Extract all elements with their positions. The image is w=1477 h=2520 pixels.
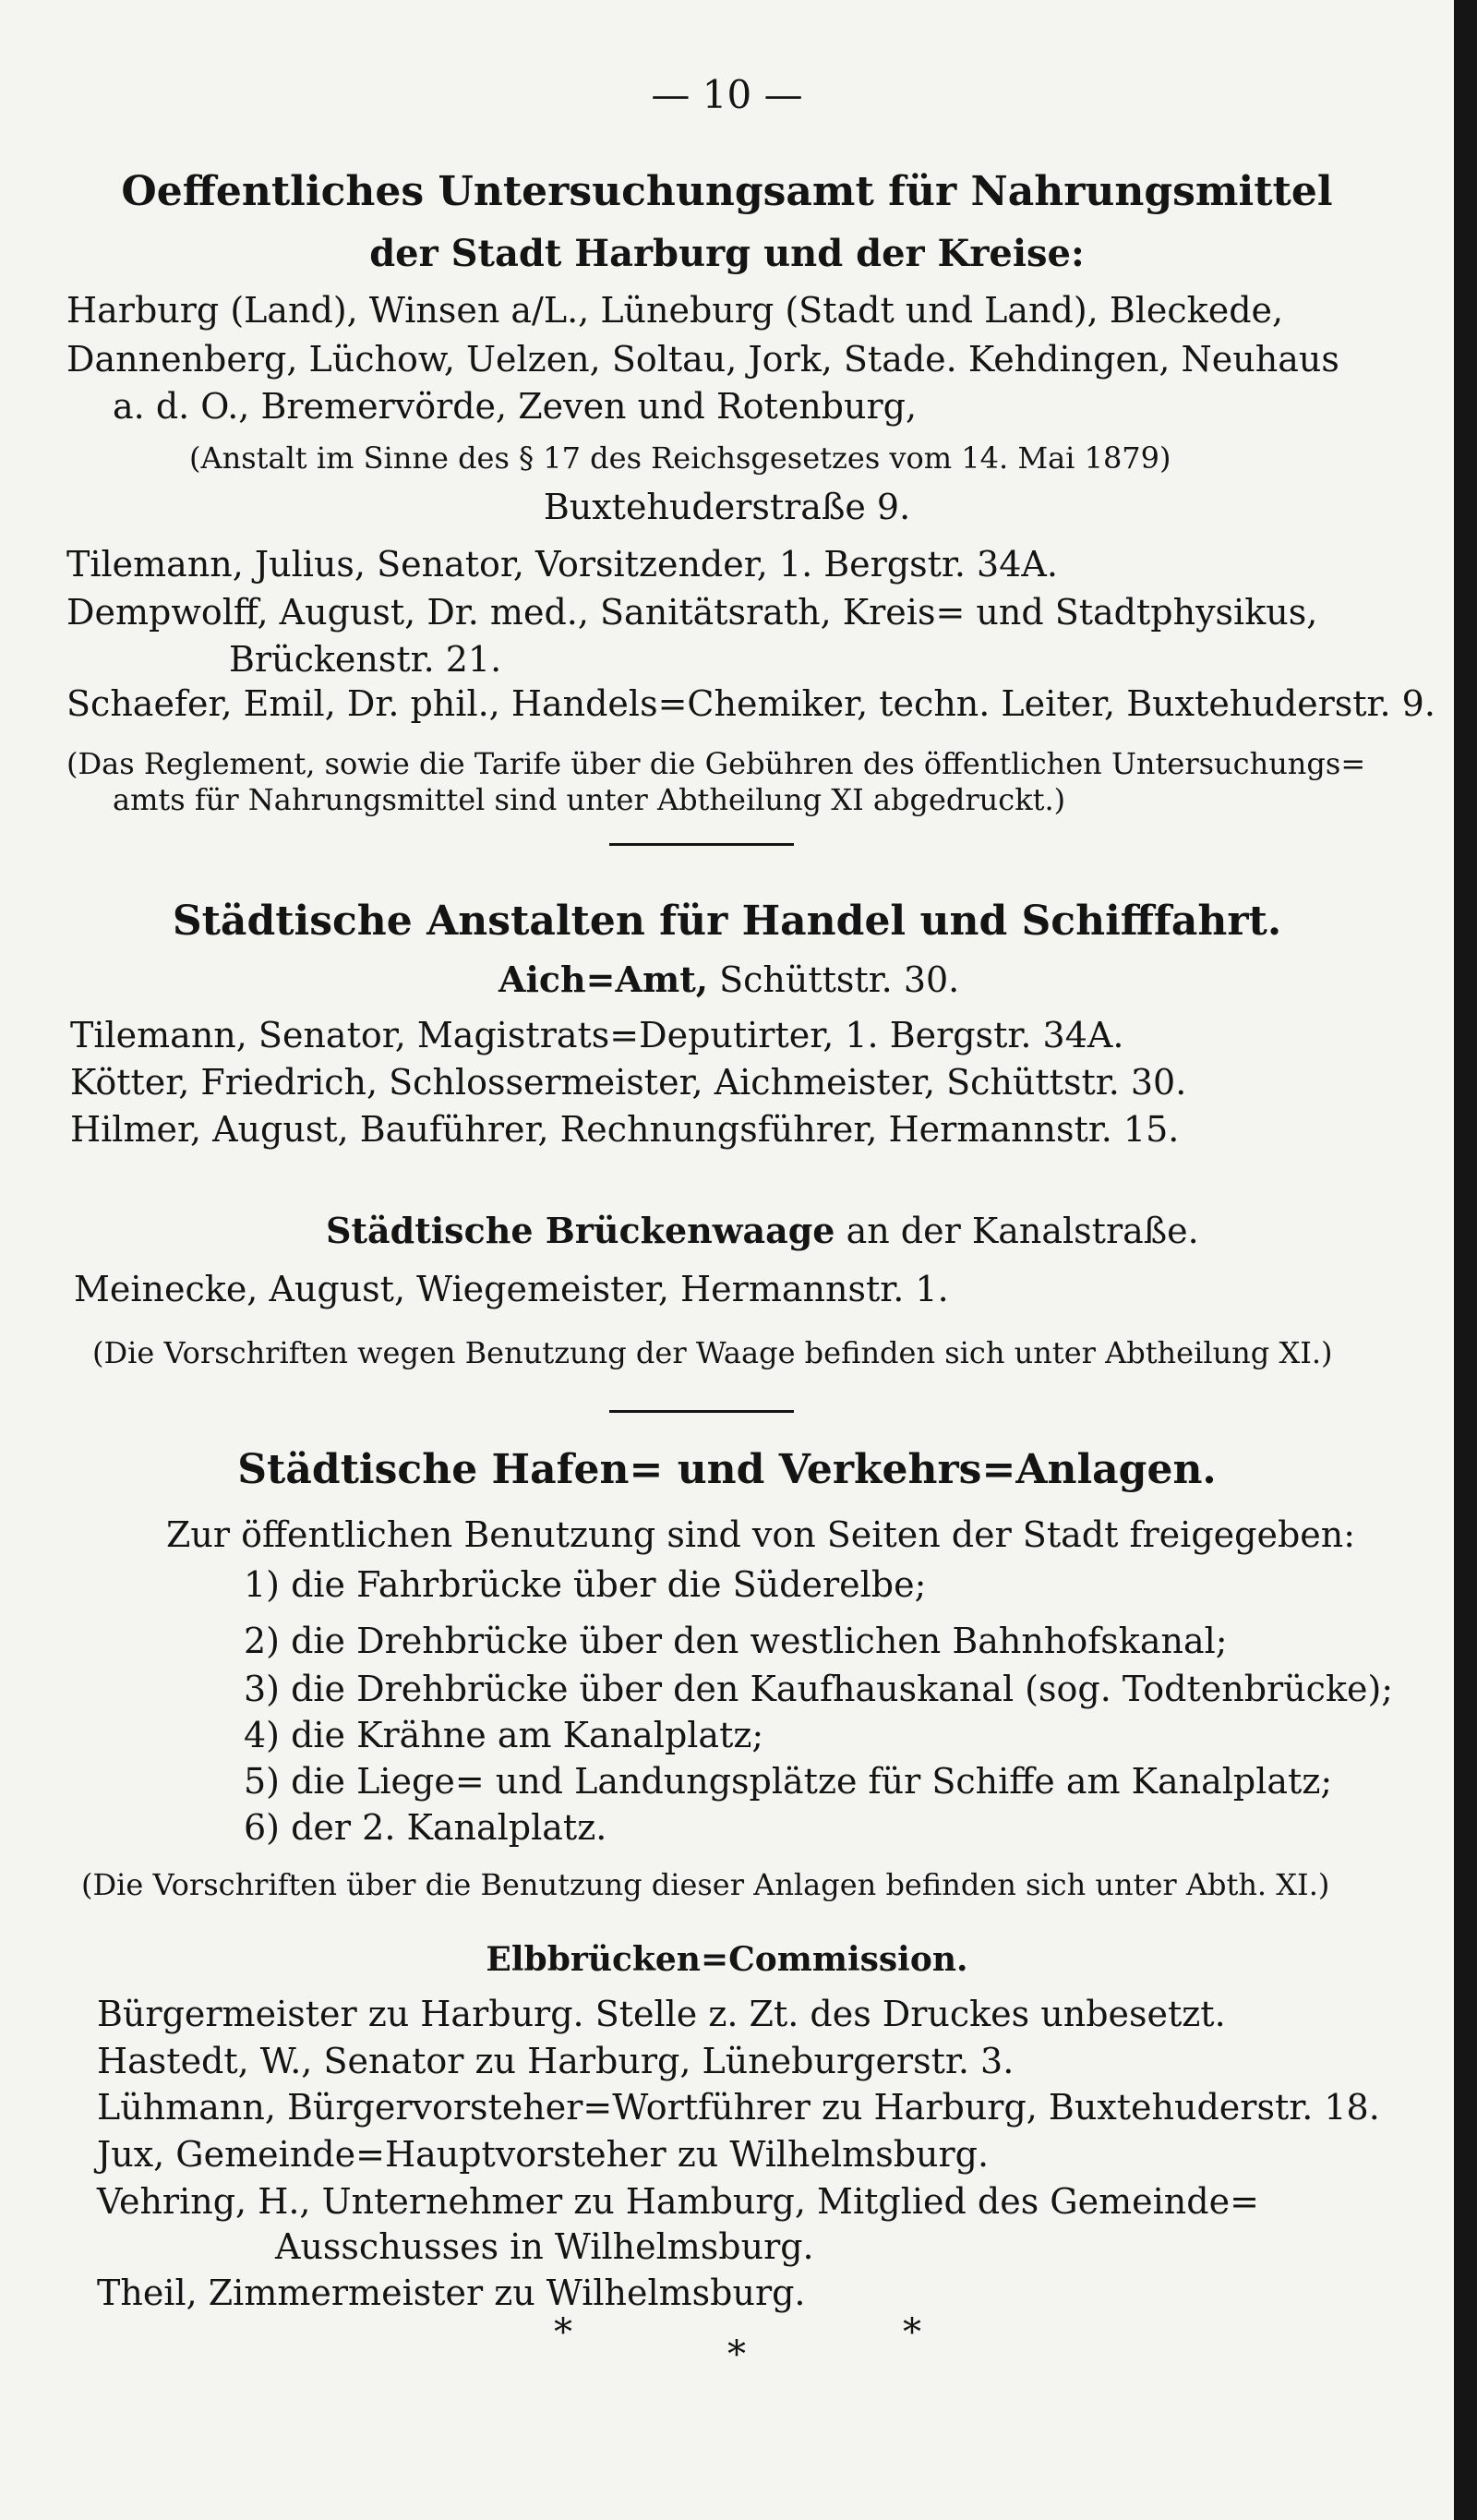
page-number: — 10 — <box>651 72 803 117</box>
list-item: Tilemann, Julius, Senator, Vorsitzender, 1. Bergstr. 34A. <box>66 544 1058 585</box>
section-subtitle: der Stadt Harburg und der Kreise: <box>369 232 1085 275</box>
list-item: Schaefer, Emil, Dr. phil., Handels=Chemiker, techn. Leiter, Buxtehuderstr. 9. <box>66 683 1435 724</box>
list-item: 2) die Drehbrücke über den westlichen Bahnhofskanal; <box>244 1621 1228 1661</box>
list-item: Dempwolff, August, Dr. med., Sanitätsrath, Kreis= und Stadtphysikus, <box>66 592 1318 633</box>
ornament-star: * <box>554 2311 572 2354</box>
divider <box>609 843 794 846</box>
list-item: Hastedt, W., Senator zu Harburg, Lüneburgerstr. 3. <box>97 2041 1015 2081</box>
note-line: amts für Nahrungsmittel sind unter Abtheilung XI abgedruckt.) <box>113 782 1066 817</box>
note-line: (Die Vorschriften über die Benutzung dieser Anlagen befinden sich unter Abth. XI.) <box>81 1867 1330 1902</box>
ornament-star: * <box>903 2311 921 2354</box>
intro-line: Zur öffentlichen Benutzung sind von Seiten der Stadt freigegeben: <box>166 1514 1356 1555</box>
address-line: Buxtehuderstraße 9. <box>543 487 911 527</box>
list-item: Lühmann, Bürgervorsteher=Wortführer zu Harburg, Buxtehuderstr. 18. <box>97 2087 1380 2128</box>
list-item: Bürgermeister zu Harburg. Stelle z. Zt. des Druckes unbesetzt. <box>97 1994 1226 2034</box>
subsection-address: Schüttstr. 30. <box>719 959 960 1000</box>
list-item: 1) die Fahrbrücke über die Süderelbe; <box>244 1564 927 1605</box>
list-item: 4) die Krähne am Kanalplatz; <box>244 1715 764 1755</box>
note-line: (Das Reglement, sowie die Tarife über die Gebühren des öffentlichen Untersuchungs= <box>66 746 1366 781</box>
section-title: Städtische Anstalten für Handel und Schifffahrt. <box>172 898 1282 945</box>
list-item: Kötter, Friedrich, Schlossermeister, Aichmeister, Schüttstr. 30. <box>70 1062 1187 1103</box>
note-line: (Die Vorschriften wegen Benutzung der Waage befinden sich unter Abtheilung XI.) <box>92 1335 1333 1370</box>
subsection-heading <box>498 959 960 1000</box>
section-title: Städtische Hafen= und Verkehrs=Anlagen. <box>237 1446 1217 1493</box>
list-item: Brückenstr. 21. <box>229 639 502 680</box>
list-item: Theil, Zimmermeister zu Wilhelmsburg. <box>97 2273 806 2313</box>
subsection-heading <box>326 1210 1199 1251</box>
divider <box>609 1410 794 1413</box>
list-item: 5) die Liege= und Landungsplätze für Schiffe am Kanalplatz; <box>244 1761 1333 1802</box>
text-line: Dannenberg, Lüchow, Uelzen, Soltau, Jork, Stade. Kehdingen, Neuhaus <box>66 339 1339 380</box>
ornament-star: * <box>727 2333 746 2376</box>
subsection-location: an der Kanalstraße. <box>846 1211 1199 1251</box>
section-title: Elbbrücken=Commission. <box>486 1940 968 1979</box>
note-line: (Anstalt im Sinne des § 17 des Reichsgesetzes vom 14. Mai 1879) <box>189 440 1171 476</box>
subsection-title: Aich=Amt, <box>498 959 708 1000</box>
list-item: Meinecke, August, Wiegemeister, Hermannstr. 1. <box>74 1269 949 1309</box>
list-item: Vehring, H., Unternehmer zu Hamburg, Mitglied des Gemeinde= <box>97 2181 1259 2222</box>
page-edge-shadow <box>1454 0 1477 2520</box>
text-line: Harburg (Land), Winsen a/L., Lüneburg (Stadt und Land), Bleckede, <box>66 290 1284 331</box>
list-item: Jux, Gemeinde=Hauptvorsteher zu Wilhelmsburg. <box>97 2134 990 2175</box>
list-item: Hilmer, August, Bauführer, Rechnungsführer, Hermannstr. 15. <box>70 1109 1180 1150</box>
list-item: Tilemann, Senator, Magistrats=Deputirter, 1. Bergstr. 34A. <box>70 1015 1124 1055</box>
text-line: a. d. O., Bremervörde, Zeven und Rotenburg, <box>113 386 918 427</box>
list-item: 6) der 2. Kanalplatz. <box>244 1807 607 1848</box>
section-title: Oeffentliches Untersuchungsamt für Nahrungsmittel <box>121 168 1333 215</box>
list-item: 3) die Drehbrücke über den Kaufhauskanal (sog. Todtenbrücke); <box>244 1669 1394 1709</box>
list-item: Ausschusses in Wilhelmsburg. <box>275 2226 814 2267</box>
subsection-title: Städtische Brückenwaage <box>326 1210 835 1251</box>
